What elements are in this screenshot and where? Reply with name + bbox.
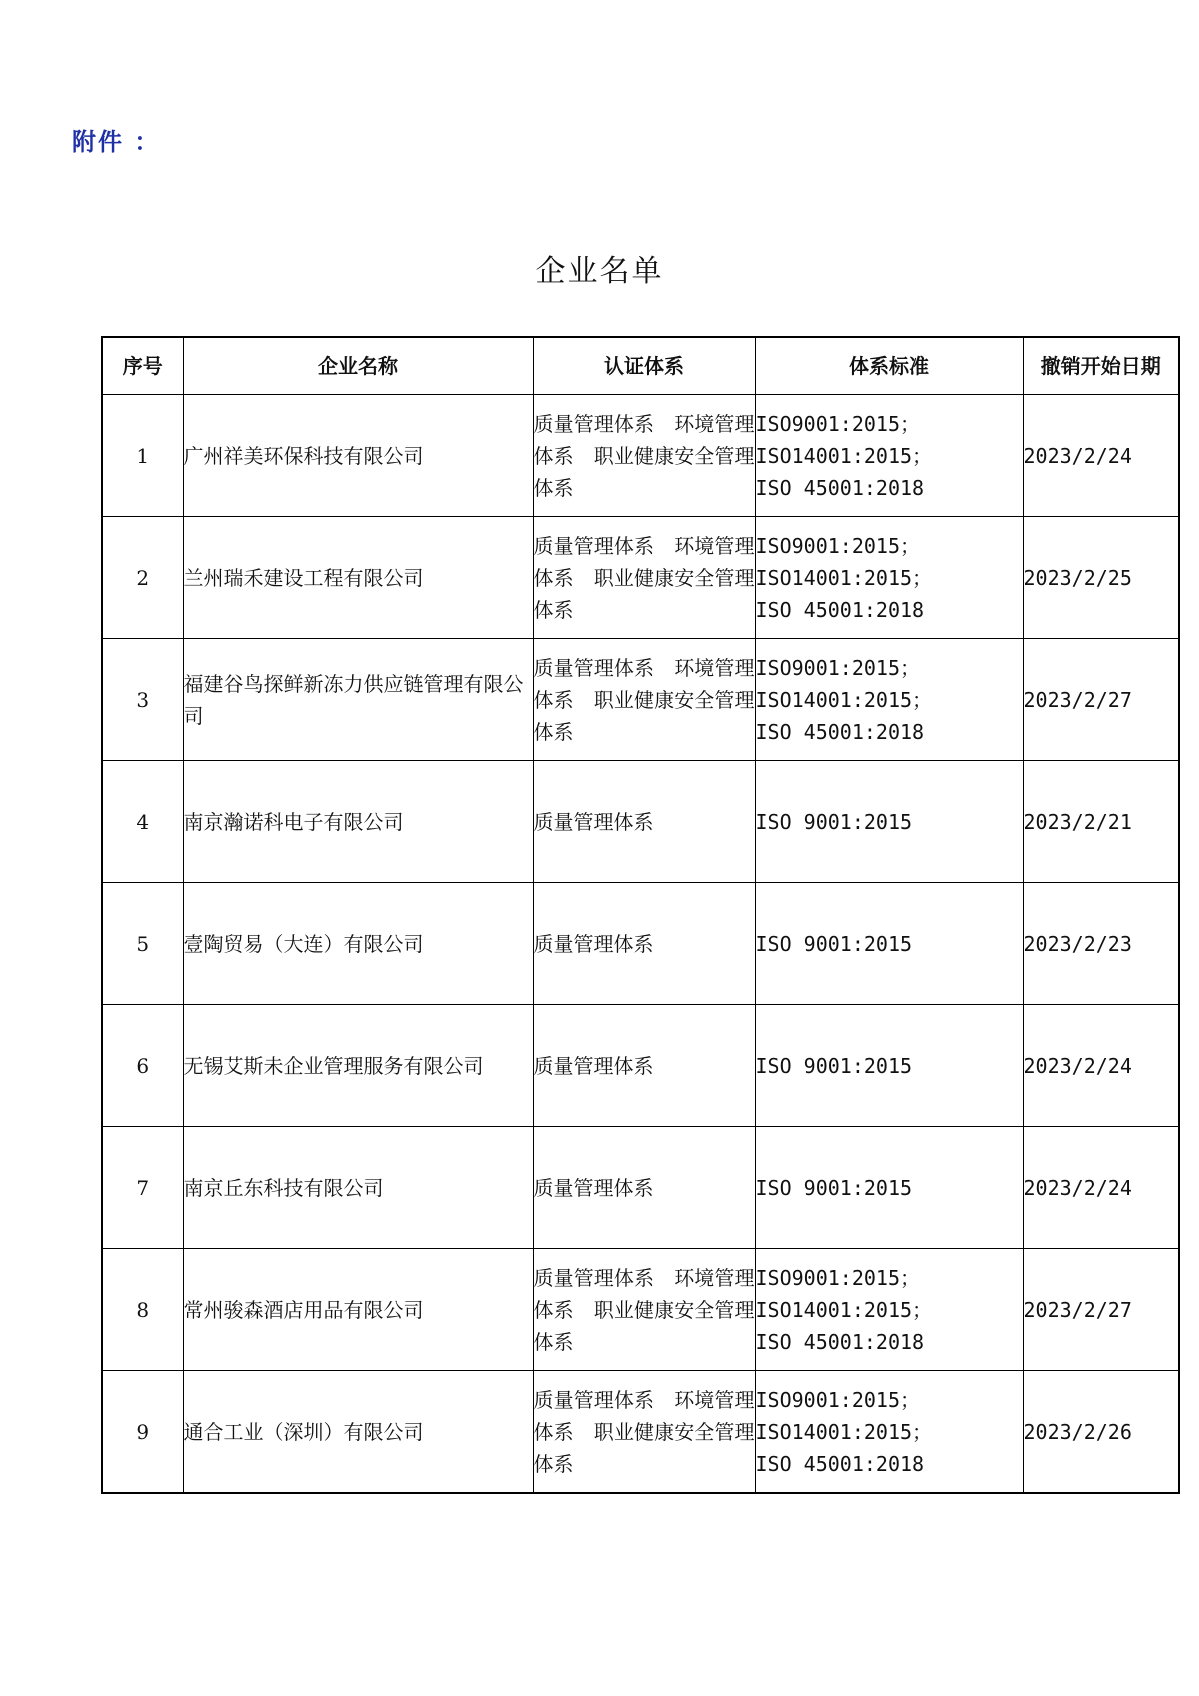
standard-line: ISO14001:2015； bbox=[755, 1419, 933, 1444]
row-number: 1 bbox=[102, 395, 183, 517]
header-revocation-date: 撤销开始日期 bbox=[1023, 337, 1179, 395]
revocation-date: 2023/2/23 bbox=[1023, 883, 1179, 1005]
system-standard bbox=[755, 395, 1023, 517]
row-number: 3 bbox=[102, 639, 183, 761]
table-row bbox=[102, 639, 1179, 761]
standard-line: ISO 9001:2015 bbox=[755, 1175, 913, 1200]
certification-system: 质量管理体系 bbox=[533, 1005, 755, 1127]
system-standard bbox=[755, 883, 1023, 1005]
company-name: 无锡艾斯未企业管理服务有限公司 bbox=[183, 1005, 533, 1127]
table-row bbox=[102, 761, 1179, 883]
header-system-standard: 体系标准 bbox=[755, 337, 1023, 395]
header-certification-system: 认证体系 bbox=[533, 337, 755, 395]
standard-line: ISO 45001:2018 bbox=[755, 475, 925, 500]
system-standard bbox=[755, 1371, 1023, 1494]
system-standard bbox=[755, 1005, 1023, 1127]
attachment-label: 附件 ： bbox=[72, 128, 161, 156]
table-row bbox=[102, 1005, 1179, 1127]
table-header-row bbox=[102, 337, 1179, 395]
revocation-date: 2023/2/25 bbox=[1023, 517, 1179, 639]
revocation-date: 2023/2/24 bbox=[1023, 395, 1179, 517]
company-name: 壹陶贸易（大连）有限公司 bbox=[183, 883, 533, 1005]
table-row bbox=[102, 883, 1179, 1005]
system-standard bbox=[755, 1249, 1023, 1371]
standard-line: ISO14001:2015； bbox=[755, 687, 933, 712]
certification-system: 质量管理体系 bbox=[533, 1127, 755, 1249]
company-name: 常州骏森酒店用品有限公司 bbox=[183, 1249, 533, 1371]
system-standard bbox=[755, 761, 1023, 883]
company-name: 通合工业（深圳）有限公司 bbox=[183, 1371, 533, 1494]
row-number: 9 bbox=[102, 1371, 183, 1494]
standard-line: ISO 9001:2015 bbox=[755, 1053, 913, 1078]
standard-line: ISO9001:2015； bbox=[755, 655, 920, 680]
standard-line: ISO9001:2015； bbox=[755, 533, 920, 558]
row-number: 4 bbox=[102, 761, 183, 883]
certification-system: 质量管理体系 环境管理体系 职业健康安全管理体系 bbox=[533, 517, 755, 639]
standard-line: ISO14001:2015； bbox=[755, 1297, 933, 1322]
system-standard bbox=[755, 517, 1023, 639]
standard-line: ISO9001:2015； bbox=[755, 411, 920, 436]
row-number: 5 bbox=[102, 883, 183, 1005]
system-standard bbox=[755, 1127, 1023, 1249]
certification-system: 质量管理体系 bbox=[533, 883, 755, 1005]
page-title: 企业名单 bbox=[535, 254, 664, 289]
standard-line: ISO9001:2015； bbox=[755, 1265, 920, 1290]
revocation-date: 2023/2/27 bbox=[1023, 1249, 1179, 1371]
certification-system: 质量管理体系 bbox=[533, 761, 755, 883]
standard-line: ISO14001:2015； bbox=[755, 565, 933, 590]
certification-system: 质量管理体系 环境管理体系 职业健康安全管理体系 bbox=[533, 395, 755, 517]
company-name: 广州祥美环保科技有限公司 bbox=[183, 395, 533, 517]
row-number: 6 bbox=[102, 1005, 183, 1127]
company-name: 南京瀚诺科电子有限公司 bbox=[183, 761, 533, 883]
row-number: 2 bbox=[102, 517, 183, 639]
revocation-date: 2023/2/21 bbox=[1023, 761, 1179, 883]
standard-line: ISO 9001:2015 bbox=[755, 809, 913, 834]
certification-system: 质量管理体系 环境管理体系 职业健康安全管理体系 bbox=[533, 639, 755, 761]
standard-line: ISO 45001:2018 bbox=[755, 597, 925, 622]
system-standard bbox=[755, 639, 1023, 761]
company-table bbox=[101, 336, 1180, 1494]
header-company-name: 企业名称 bbox=[183, 337, 533, 395]
row-number: 8 bbox=[102, 1249, 183, 1371]
standard-line: ISO 9001:2015 bbox=[755, 931, 913, 956]
company-name: 南京丘东科技有限公司 bbox=[183, 1127, 533, 1249]
certification-system: 质量管理体系 环境管理体系 职业健康安全管理体系 bbox=[533, 1371, 755, 1494]
header-no: 序号 bbox=[102, 337, 183, 395]
table-row bbox=[102, 1249, 1179, 1371]
standard-line: ISO9001:2015； bbox=[755, 1387, 920, 1412]
revocation-date: 2023/2/26 bbox=[1023, 1371, 1179, 1494]
standard-line: ISO 45001:2018 bbox=[755, 719, 925, 744]
revocation-date: 2023/2/24 bbox=[1023, 1127, 1179, 1249]
standard-line: ISO 45001:2018 bbox=[755, 1451, 925, 1476]
company-name: 福建谷鸟探鲜新冻力供应链管理有限公司 bbox=[183, 639, 533, 761]
table-body bbox=[102, 395, 1179, 1494]
standard-line: ISO 45001:2018 bbox=[755, 1329, 925, 1354]
certification-system: 质量管理体系 环境管理体系 职业健康安全管理体系 bbox=[533, 1249, 755, 1371]
table-row bbox=[102, 395, 1179, 517]
table-row bbox=[102, 1371, 1179, 1494]
company-name: 兰州瑞禾建设工程有限公司 bbox=[183, 517, 533, 639]
table-row bbox=[102, 517, 1179, 639]
row-number: 7 bbox=[102, 1127, 183, 1249]
table-row bbox=[102, 1127, 1179, 1249]
revocation-date: 2023/2/27 bbox=[1023, 639, 1179, 761]
revocation-date: 2023/2/24 bbox=[1023, 1005, 1179, 1127]
standard-line: ISO14001:2015； bbox=[755, 443, 933, 468]
